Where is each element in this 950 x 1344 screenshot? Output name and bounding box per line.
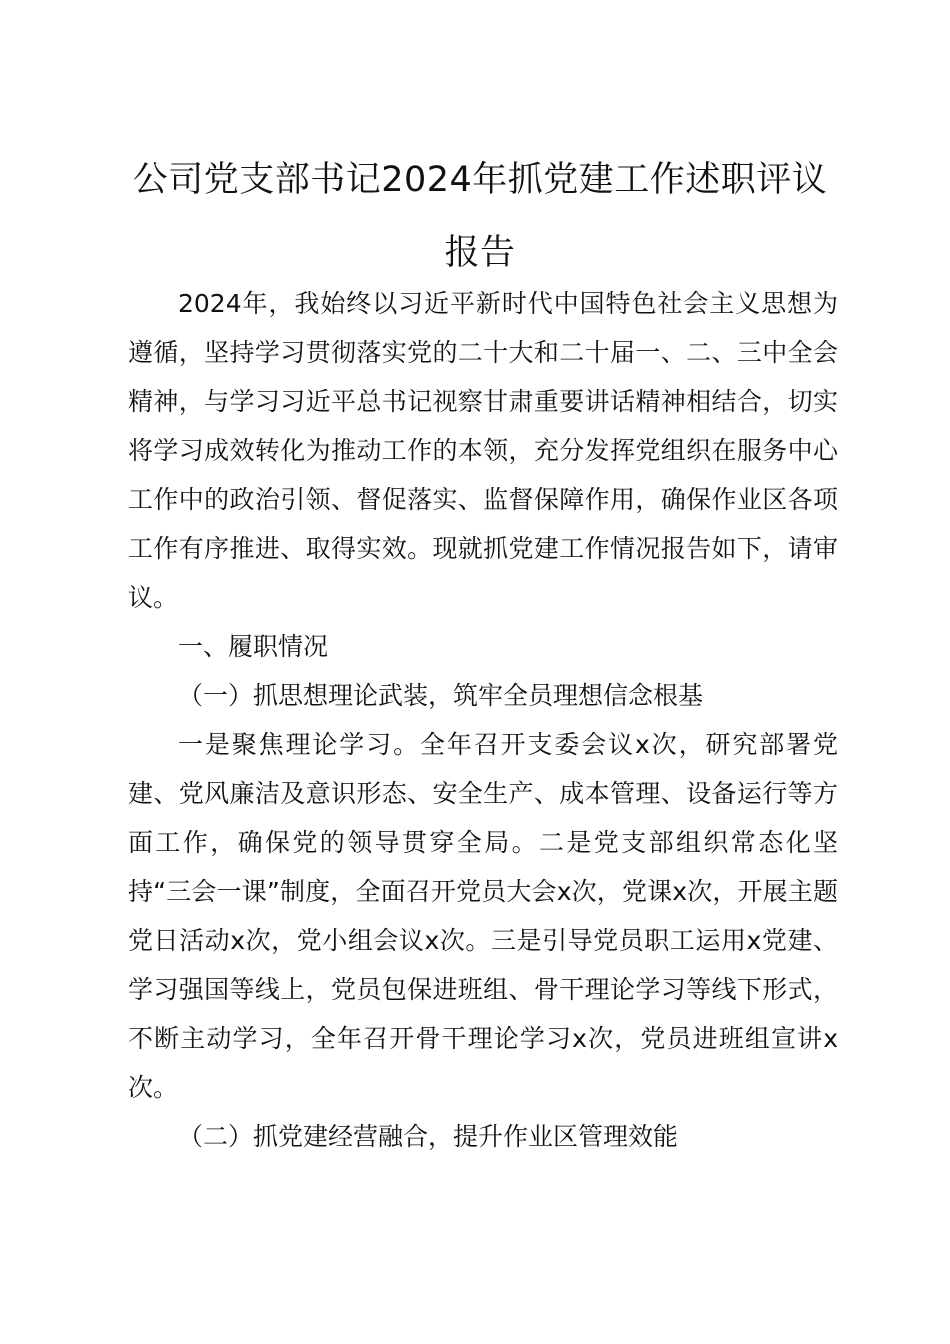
intro-paragraph: 2024年，我始终以习近平新时代中国特色社会主义思想为遵循，坚持学习贯彻落实党的二十大和二十届一、二、三中全会精神，与学习习近平总书记视察甘肃重要讲话精神相结合，切实将学习成效转化为推动工作的本领，充分发挥党组织在服务中心工作中的政治引领、督促落实、监督保障作用，确保作业区各项工作有序推进、取得实效。现就抓党建工作情况报告如下，请审议。 (128, 289, 838, 612)
section-heading-1: 一、履职情况 (178, 632, 329, 661)
document-title-line-1: 公司党支部书记2024年抓党建工作述职评议 (132, 160, 828, 200)
document-title-line-2: 报告 (444, 233, 516, 273)
subsection-heading-1: （一）抓思想理论武装，筑牢全员理想信念根基 (178, 681, 704, 710)
body-paragraph-1: 一是聚焦理论学习。全年召开支委会议x次，研究部署党建、党风廉洁及意识形态、安全生产、成本管理、设备运行等方面工作，确保党的领导贯穿全局。二是党支部组织常态化坚持“三会一课”制度，全面召开党员大会x次，党课x次，开展主题党日活动x次，党小组会议x次。三是引导党员职工运用x党建、学习强国等线上，党员包保进班组、骨干理论学习等线下形式，不断主动学习，全年召开骨干理论学习x次，党员进班组宣讲x次。 (128, 730, 838, 1102)
document-body (128, 279, 838, 1161)
subsection-heading-2: （二）抓党建经营融合，提升作业区管理效能 (178, 1122, 679, 1151)
